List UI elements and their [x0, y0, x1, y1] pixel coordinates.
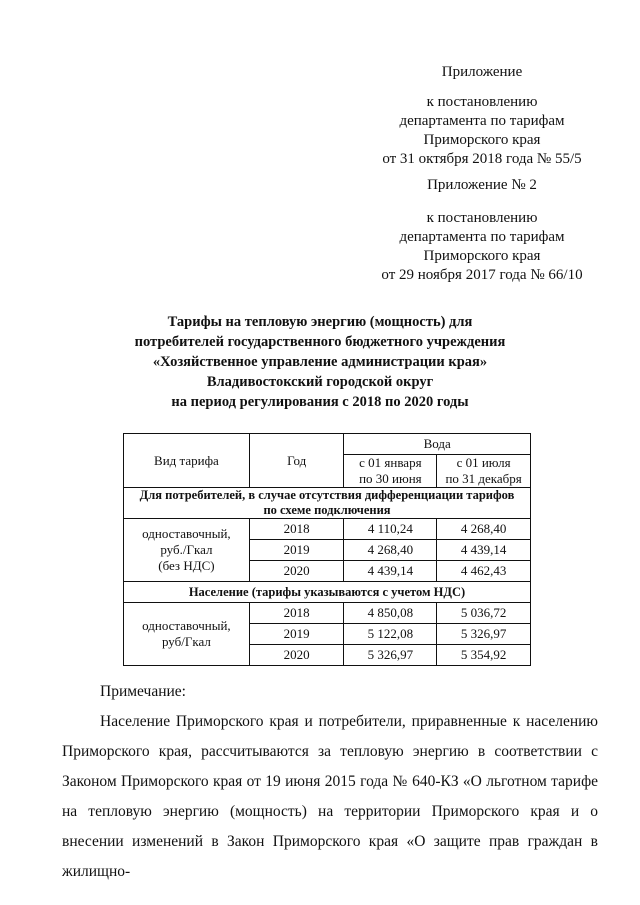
header-water: Вода	[344, 434, 531, 455]
note-paragraph	[62, 707, 598, 887]
value-cell: 4 850,08	[344, 603, 437, 624]
appendix-line: к постановлению	[426, 94, 538, 110]
header-second-half: с 01 июля по 31 декабря	[437, 455, 531, 488]
title-line: Владивостокский городской округ	[206, 374, 434, 390]
appendix-line: Приморского края	[423, 132, 541, 148]
value-cell: 4 462,43	[437, 561, 531, 582]
value-cell: 5 326,97	[437, 624, 531, 645]
tariff-type-cell: одноставочный, руб/Гкал	[124, 603, 250, 666]
year-cell: 2020	[249, 561, 344, 582]
appendix-2-line: к постановлению	[426, 210, 538, 226]
appendix-2-line: от 29 ноября 2017 года № 66/10	[381, 267, 583, 283]
value-cell: 5 326,97	[344, 645, 437, 666]
title-line: потребителей государственного бюджетного учреждения	[134, 334, 506, 350]
appendix-2-line: департамента по тарифам	[399, 229, 565, 245]
value-cell: 5 122,08	[344, 624, 437, 645]
year-cell: 2018	[249, 603, 344, 624]
title-line: «Хозяйственное управление администрации края»	[152, 354, 488, 370]
note-label: Примечание:	[100, 683, 186, 700]
value-cell: 5 354,92	[437, 645, 531, 666]
tariff-table	[123, 433, 531, 666]
appendix-2-header	[352, 176, 612, 285]
header-first-half: с 01 января по 30 июня	[344, 455, 437, 488]
appendix-line: от 31 октября 2018 года № 55/5	[382, 151, 582, 167]
title-line: Тарифы на тепловую энергию (мощность) для	[167, 314, 473, 330]
document-title	[60, 312, 580, 412]
appendix-header	[352, 63, 612, 169]
title-line: на период регулирования с 2018 по 2020 годы	[171, 394, 469, 410]
header-tariff-type: Вид тарифа	[124, 434, 250, 488]
appendix-2-line: Приморского края	[423, 248, 541, 264]
appendix-title: Приложение	[441, 64, 523, 80]
year-cell: 2019	[249, 540, 344, 561]
year-cell: 2020	[249, 645, 344, 666]
section-heading: Население (тарифы указываются с учетом НДС)	[124, 582, 531, 603]
value-cell: 4 439,14	[437, 540, 531, 561]
tariff-type-cell: одноставочный, руб./Гкал (без НДС)	[124, 519, 250, 582]
appendix-2-title: Приложение № 2	[427, 177, 537, 193]
year-cell: 2019	[249, 624, 344, 645]
section-heading: Для потребителей, в случае отсутствия дифференциации тарифов по схеме подключения	[124, 488, 531, 519]
note-text: Население Приморского края и потребители, приравненные к населению Приморского края, рассчитываются за тепловую энергию в соответствии с Законом Приморского края от 19 июня 2015 года № 640-КЗ «О льготном тарифе на тепловую энергию (мощность) на территории Приморского края и о внесении изменений в Закон Приморского края «О защите прав граждан в жилищно-	[62, 713, 598, 880]
header-year: Год	[249, 434, 344, 488]
value-cell: 5 036,72	[437, 603, 531, 624]
year-cell: 2018	[249, 519, 344, 540]
appendix-line: департамента по тарифам	[399, 113, 565, 129]
value-cell: 4 268,40	[344, 540, 437, 561]
value-cell: 4 110,24	[344, 519, 437, 540]
value-cell: 4 268,40	[437, 519, 531, 540]
value-cell: 4 439,14	[344, 561, 437, 582]
